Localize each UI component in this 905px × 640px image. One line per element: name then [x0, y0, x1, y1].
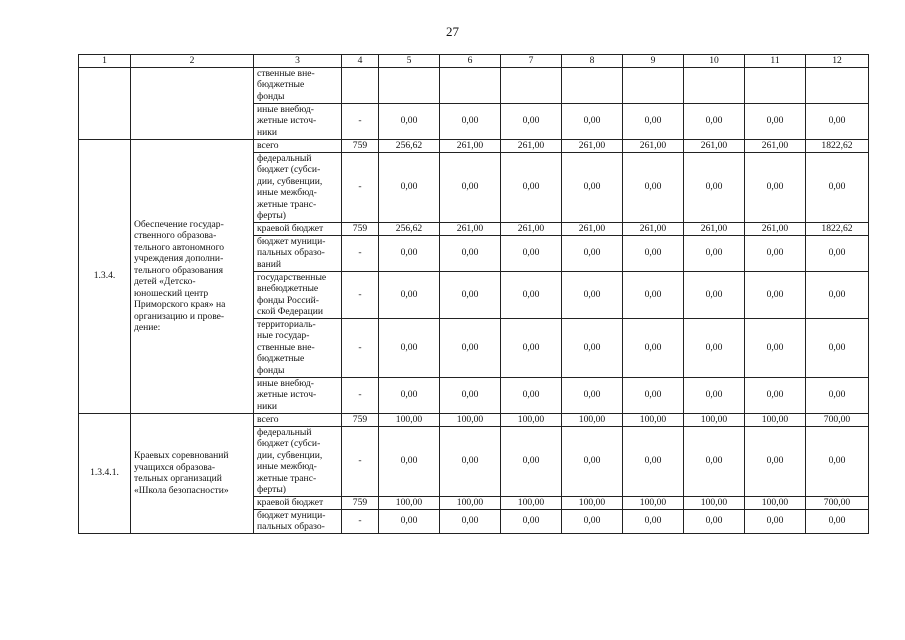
- header-cell-10: 10: [684, 55, 745, 68]
- value-cell-col-7: 0,00: [501, 318, 562, 377]
- value-cell-col-11: 261,00: [745, 139, 806, 152]
- grbs-code: 759: [342, 496, 379, 509]
- grbs-code: 759: [342, 139, 379, 152]
- value-cell-col-12: 0,00: [806, 509, 869, 533]
- item-code: 1.3.4.: [79, 139, 131, 413]
- funding-source: краевой бюджет: [254, 222, 342, 235]
- header-cell-7: 7: [501, 55, 562, 68]
- value-cell-col-8: 0,00: [562, 426, 623, 496]
- value-cell-col-6: 100,00: [440, 496, 501, 509]
- value-cell-col-9: [623, 67, 684, 103]
- value-cell-col-10: 261,00: [684, 139, 745, 152]
- header-cell-4: 4: [342, 55, 379, 68]
- funding-source: федеральный бюджет (субси- дии, субвенции, иные межбюд- жетные транс- ферты): [254, 152, 342, 222]
- header-cell-5: 5: [379, 55, 440, 68]
- header-cell-12: 12: [806, 55, 869, 68]
- table-row: [79, 139, 869, 152]
- grbs-code: -: [342, 509, 379, 533]
- grbs-code: -: [342, 377, 379, 413]
- value-cell-col-5: 0,00: [379, 271, 440, 318]
- value-cell-col-5: 0,00: [379, 426, 440, 496]
- funding-source: всего: [254, 413, 342, 426]
- value-cell-col-7: 261,00: [501, 222, 562, 235]
- grbs-code: 759: [342, 413, 379, 426]
- funding-source: иные внебюд- жетные источ- ники: [254, 377, 342, 413]
- value-cell-col-8: 261,00: [562, 139, 623, 152]
- value-cell-col-7: 0,00: [501, 235, 562, 271]
- value-cell-col-8: 0,00: [562, 509, 623, 533]
- table-row: [79, 67, 869, 103]
- item-name: Обеспечение государ- ственного образова- тельного автономного учреждения дополни- тельного образования детей «Детско- юношеский центр Приморского края» на организацию и прове- дение:: [131, 139, 254, 413]
- header-cell-11: 11: [745, 55, 806, 68]
- value-cell-col-9: 0,00: [623, 235, 684, 271]
- value-cell-col-5: 0,00: [379, 103, 440, 139]
- value-cell-col-7: 100,00: [501, 496, 562, 509]
- value-cell-col-12: 1822,62: [806, 139, 869, 152]
- grbs-code: [342, 67, 379, 103]
- value-cell-col-8: 261,00: [562, 222, 623, 235]
- grbs-code: -: [342, 318, 379, 377]
- value-cell-col-7: 0,00: [501, 103, 562, 139]
- value-cell-col-5: 256,62: [379, 139, 440, 152]
- value-cell-col-8: [562, 67, 623, 103]
- value-cell-col-7: 0,00: [501, 152, 562, 222]
- value-cell-col-11: 0,00: [745, 426, 806, 496]
- value-cell-col-12: 0,00: [806, 235, 869, 271]
- value-cell-col-12: 0,00: [806, 152, 869, 222]
- value-cell-col-6: 0,00: [440, 426, 501, 496]
- grbs-code: -: [342, 235, 379, 271]
- value-cell-col-9: 0,00: [623, 318, 684, 377]
- value-cell-col-11: 0,00: [745, 318, 806, 377]
- value-cell-col-9: 100,00: [623, 413, 684, 426]
- item-name: [131, 67, 254, 139]
- value-cell-col-6: 261,00: [440, 139, 501, 152]
- value-cell-col-8: 0,00: [562, 235, 623, 271]
- value-cell-col-12: 0,00: [806, 377, 869, 413]
- value-cell-col-10: 0,00: [684, 377, 745, 413]
- value-cell-col-6: 100,00: [440, 413, 501, 426]
- value-cell-col-11: 0,00: [745, 271, 806, 318]
- grbs-code: -: [342, 103, 379, 139]
- value-cell-col-5: 0,00: [379, 152, 440, 222]
- value-cell-col-6: 0,00: [440, 103, 501, 139]
- value-cell-col-5: 256,62: [379, 222, 440, 235]
- value-cell-col-12: 700,00: [806, 413, 869, 426]
- value-cell-col-6: 0,00: [440, 377, 501, 413]
- value-cell-col-11: 0,00: [745, 235, 806, 271]
- value-cell-col-12: 0,00: [806, 318, 869, 377]
- value-cell-col-6: [440, 67, 501, 103]
- item-name: Краевых соревнований учащихся образова- тельных организаций «Школа безопасности»: [131, 413, 254, 533]
- header-cell-6: 6: [440, 55, 501, 68]
- value-cell-col-11: 0,00: [745, 103, 806, 139]
- page-number: 27: [446, 24, 459, 39]
- value-cell-col-5: 100,00: [379, 413, 440, 426]
- grbs-code: -: [342, 426, 379, 496]
- value-cell-col-5: 0,00: [379, 318, 440, 377]
- header-cell-1: 1: [79, 55, 131, 68]
- value-cell-col-9: 0,00: [623, 103, 684, 139]
- value-cell-col-7: 0,00: [501, 271, 562, 318]
- value-cell-col-12: 1822,62: [806, 222, 869, 235]
- value-cell-col-7: 0,00: [501, 509, 562, 533]
- value-cell-col-5: 0,00: [379, 235, 440, 271]
- value-cell-col-6: 0,00: [440, 318, 501, 377]
- value-cell-col-9: 261,00: [623, 222, 684, 235]
- value-cell-col-8: 0,00: [562, 152, 623, 222]
- value-cell-col-11: 0,00: [745, 152, 806, 222]
- value-cell-col-6: 0,00: [440, 235, 501, 271]
- funding-source: всего: [254, 139, 342, 152]
- value-cell-col-12: 0,00: [806, 103, 869, 139]
- value-cell-col-10: 0,00: [684, 509, 745, 533]
- table-body: [79, 55, 869, 534]
- grbs-code: -: [342, 152, 379, 222]
- table-row: [79, 413, 869, 426]
- value-cell-col-12: 700,00: [806, 496, 869, 509]
- value-cell-col-6: 0,00: [440, 509, 501, 533]
- header-cell-9: 9: [623, 55, 684, 68]
- value-cell-col-5: 0,00: [379, 509, 440, 533]
- value-cell-col-10: 0,00: [684, 103, 745, 139]
- value-cell-col-6: 0,00: [440, 271, 501, 318]
- funding-source: бюджет муници- пальных образо- ваний: [254, 235, 342, 271]
- funding-source: краевой бюджет: [254, 496, 342, 509]
- value-cell-col-6: 261,00: [440, 222, 501, 235]
- value-cell-col-10: 100,00: [684, 413, 745, 426]
- funding-source: федеральный бюджет (субси- дии, субвенции, иные межбюд- жетные транс- ферты): [254, 426, 342, 496]
- value-cell-col-9: 0,00: [623, 377, 684, 413]
- value-cell-col-5: 100,00: [379, 496, 440, 509]
- value-cell-col-10: 261,00: [684, 222, 745, 235]
- header-cell-2: 2: [131, 55, 254, 68]
- header-row: [79, 55, 869, 68]
- value-cell-col-11: [745, 67, 806, 103]
- funding-source: государственные внебюджетные фонды Россий- ской Федерации: [254, 271, 342, 318]
- value-cell-col-11: 0,00: [745, 377, 806, 413]
- value-cell-col-10: 100,00: [684, 496, 745, 509]
- value-cell-col-10: [684, 67, 745, 103]
- value-cell-col-12: 0,00: [806, 426, 869, 496]
- budget-table: [78, 54, 869, 534]
- funding-source: бюджет муници- пальных образо-: [254, 509, 342, 533]
- value-cell-col-6: 0,00: [440, 152, 501, 222]
- item-code: [79, 67, 131, 139]
- funding-source: иные внебюд- жетные источ- ники: [254, 103, 342, 139]
- value-cell-col-11: 100,00: [745, 413, 806, 426]
- value-cell-col-8: 100,00: [562, 496, 623, 509]
- value-cell-col-12: [806, 67, 869, 103]
- value-cell-col-9: 100,00: [623, 496, 684, 509]
- value-cell-col-5: 0,00: [379, 377, 440, 413]
- value-cell-col-7: 0,00: [501, 377, 562, 413]
- value-cell-col-10: 0,00: [684, 318, 745, 377]
- value-cell-col-8: 100,00: [562, 413, 623, 426]
- grbs-code: 759: [342, 222, 379, 235]
- value-cell-col-8: 0,00: [562, 103, 623, 139]
- value-cell-col-7: 261,00: [501, 139, 562, 152]
- value-cell-col-9: 261,00: [623, 139, 684, 152]
- value-cell-col-5: [379, 67, 440, 103]
- value-cell-col-7: 100,00: [501, 413, 562, 426]
- value-cell-col-9: 0,00: [623, 152, 684, 222]
- value-cell-col-8: 0,00: [562, 271, 623, 318]
- value-cell-col-9: 0,00: [623, 426, 684, 496]
- value-cell-col-10: 0,00: [684, 271, 745, 318]
- value-cell-col-10: 0,00: [684, 152, 745, 222]
- value-cell-col-10: 0,00: [684, 426, 745, 496]
- header-cell-3: 3: [254, 55, 342, 68]
- header-cell-8: 8: [562, 55, 623, 68]
- item-code: 1.3.4.1.: [79, 413, 131, 533]
- grbs-code: -: [342, 271, 379, 318]
- value-cell-col-7: [501, 67, 562, 103]
- value-cell-col-12: 0,00: [806, 271, 869, 318]
- value-cell-col-10: 0,00: [684, 235, 745, 271]
- value-cell-col-9: 0,00: [623, 271, 684, 318]
- value-cell-col-9: 0,00: [623, 509, 684, 533]
- funding-source: территориаль- ные государ- ственные вне- бюджетные фонды: [254, 318, 342, 377]
- value-cell-col-8: 0,00: [562, 377, 623, 413]
- value-cell-col-11: 261,00: [745, 222, 806, 235]
- value-cell-col-8: 0,00: [562, 318, 623, 377]
- value-cell-col-7: 0,00: [501, 426, 562, 496]
- value-cell-col-11: 0,00: [745, 509, 806, 533]
- funding-source: ственные вне- бюджетные фонды: [254, 67, 342, 103]
- value-cell-col-11: 100,00: [745, 496, 806, 509]
